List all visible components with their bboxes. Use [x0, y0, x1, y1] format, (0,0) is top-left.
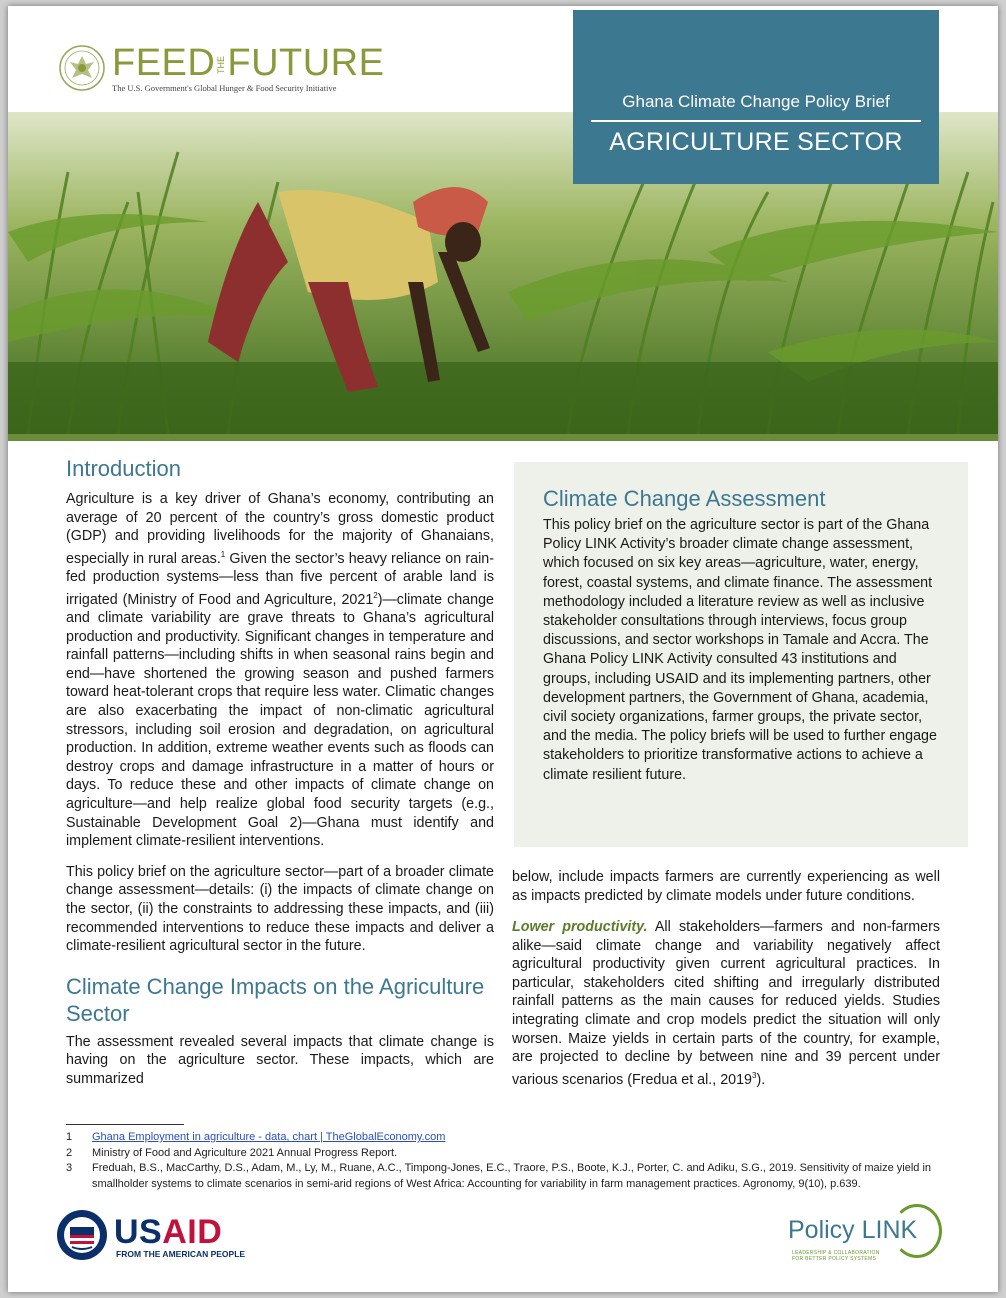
sidebar-text: This policy brief on the agriculture sector is part of the Ghana Policy LINK Activity’s broader climate change assessment, which focused on six key areas—agriculture, water, energy, forest, coastal systems, and climate finance. The assessment methodology included a literature review as well as inclusive stakeholder consultations through interviews, focus group discussions, and sector workshops in Tamale and Accra. The Ghana Policy LINK Activity consulted 43 institutions and groups, including USAID and its implementing partners, other development partners, the Government of Ghana, academia, civil society organizations, farmer groups, the private sector, and the media. The policy briefs will be used to further engage stakeholders to prioritize transformative actions to achieve a climate resilient future.: [543, 517, 937, 783]
intro-paragraph-1: Agriculture is a key driver of Ghana’s economy, contributing an average of 20 percent of the country’s gross domestic product (GDP) and providing livelihoods for the majority of Ghanaians, especially in rural areas.$^1$ Given the sector’s heavy reliance on rain-fed production systems—less than five percent of arable land is irrigated (Ministry of Food and Agriculture, 2021$^2$)—climate change and climate variability are grave threats to Ghana’s agricultural production and productivity. Significant changes in temperature and rainfall patterns—including shifts in when seasonal rains begin and end—have shortened the growing season and pushed farmers toward heat-tolerant crops that require less water. Climatic changes are also exacerbating the impact of non-climatic agricultural stressors, including soil erosion and degradation, on agricultural production. In addition, extreme weather events such as floods can destroy crops and damage infrastructure in a matter of hours or days. To reduce these and other impacts of climate change on agriculture—and help realize global food security targets (e.g., Sustainable Development Goal 2)—Ghana must identify and implement climate-resilient interventions.: [66, 491, 494, 850]
usaid-seal-icon: [56, 1209, 108, 1261]
sidebar-heading: Climate Change Assessment: [543, 486, 826, 511]
policy-brief-page: [8, 6, 998, 1292]
policy-link-tagline: LEADERSHIP & COLLABORATION FOR BETTER POLICY SYSTEMS: [792, 1250, 880, 1262]
logo-tagline: The U.S. Government's Global Hunger & Food Security Initiative: [112, 83, 337, 93]
footnote-1-link[interactable]: Ghana Employment in agriculture - data, chart | TheGlobalEconomy.com: [92, 1131, 446, 1143]
usaid-logo: [56, 1209, 296, 1269]
intro-paragraph-2: This policy brief on the agriculture sector—part of a broader climate change assessment—details: (i) the impacts of climate change on the sector, (ii) the constraints to addressing these impacts, and (iii) recommended interventions to reduce these impacts and deliver a climate-resilient agricultural sector in the future.: [66, 863, 494, 955]
impacts-heading: Climate Change Impacts on the Agriculture Sector: [66, 973, 485, 1026]
usaid-wordmark: USAID: [114, 1213, 223, 1251]
feed-the-future-logo: [58, 42, 388, 102]
usaid-tagline: FROM THE AMERICAN PEOPLE: [116, 1249, 246, 1259]
page-title: AGRICULTURE SECTOR: [609, 128, 903, 156]
footnote-2: 2 Ministry of Food and Agriculture 2021 Annual Progress Report.: [66, 1146, 398, 1159]
impacts-paragraph-1: The assessment revealed several impacts that climate change is having on the agriculture sector. These impacts, which are summarized: [66, 1033, 494, 1087]
right-column: [512, 868, 940, 1089]
policy-link-logo: [788, 1202, 948, 1266]
footnote-divider: [66, 1124, 184, 1125]
footnote-1: 1 Ghana Employment in agriculture - data, chart | TheGlobalEconomy.com: [66, 1130, 946, 1146]
left-column: [66, 455, 494, 1089]
title-box: [573, 10, 939, 184]
assessment-sidebar: [514, 462, 968, 847]
lower-productivity-paragraph: Lower productivity. All stakeholders—farmers and non-farmers alike—said climate change and variability negatively affect agricultural productivity given current agricultural practices. In particular, stakeholders cited shifting and irregularly distributed rainfall patterns as the main causes for reduced yields. Studies integrating climate and crop models predict the situation will only worsen. Maize yields in certain parts of the country, for example, are projected to decline by between nine and 39 percent under various scenarios (Fredua et al., 2019$^3$).: [512, 919, 940, 1088]
policy-link-wordmark: Policy LINK: [788, 1216, 918, 1244]
us-seal-icon: [58, 44, 106, 92]
photo-divider: [8, 434, 998, 441]
title-divider: [591, 120, 921, 122]
lower-productivity-lead: Lower productivity.: [512, 919, 648, 935]
intro-heading: Introduction: [66, 456, 181, 481]
impacts-continuation: below, include impacts farmers are currently experiencing as well as impacts predicted by climate models under future conditions.: [512, 869, 940, 904]
footnotes: [66, 1130, 946, 1192]
footnote-3: 3 Freduah, B.S., MacCarthy, D.S., Adam, M., Ly, M., Ruane, A.C., Timpong-Jones, E.C., Traore, P.S., Boote, K.J., Porter, C. and Adiku, S.G., 2019. Sensitivity of maize yield in smallholder systems to climate scenarios in semi-arid regions of West Africa: Accounting for variability in farm management practices. Agronomy, 9(10), p.639.: [66, 1162, 932, 1190]
logo-wordmark: FEEDTHEFUTURE: [112, 42, 385, 84]
brief-subtitle: Ghana Climate Change Policy Brief: [622, 92, 890, 111]
